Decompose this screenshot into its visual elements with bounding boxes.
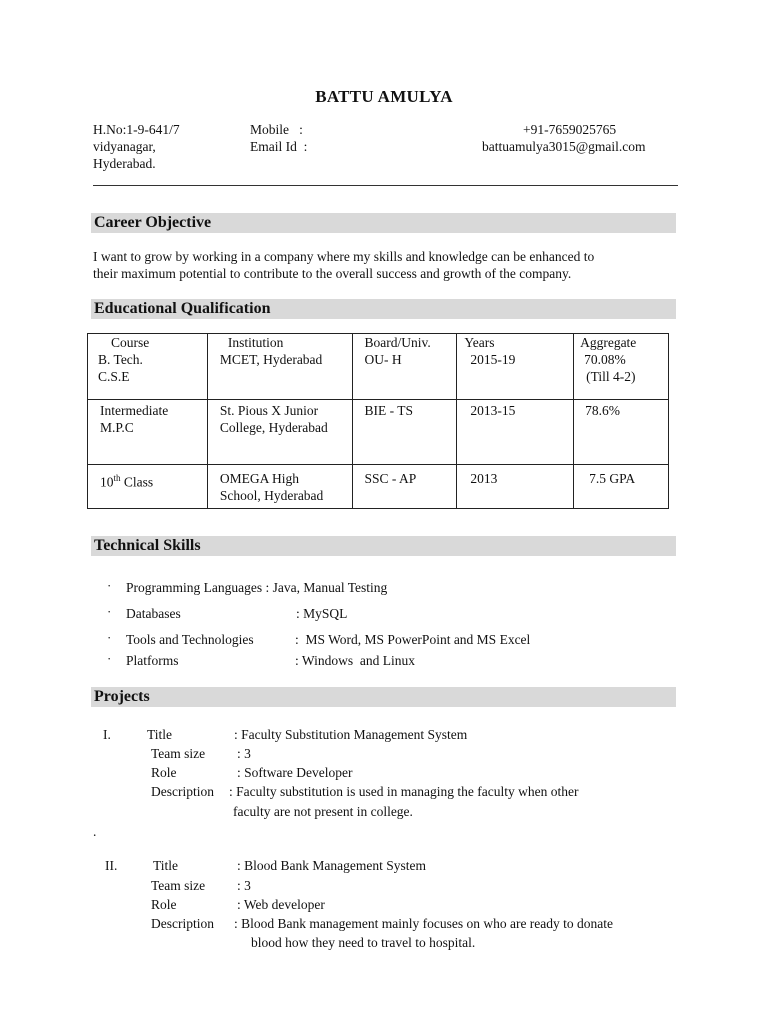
mobile-value: +91-7659025765 <box>523 122 617 137</box>
project-1-team-value: : 3 <box>237 746 251 761</box>
institution-line: MCET, Hyderabad <box>219 352 323 367</box>
skill-tools-value: : MS Word, MS PowerPoint and MS Excel <box>295 632 531 647</box>
career-line-2: their maximum potential to contribute to the overall success and growth of the company. <box>93 266 572 281</box>
section-projects: Projects <box>91 687 676 707</box>
course-line: B. Tech. <box>98 352 143 367</box>
project-2-desc-line-1: : Blood Bank management mainly focuses on who are ready to donate <box>234 916 614 931</box>
address-line-3: Hyderabad. <box>93 156 156 171</box>
cell-institution <box>207 465 352 509</box>
project-1-role-value: : Software Developer <box>237 765 353 780</box>
skill-platforms-value: : Windows and Linux <box>295 653 415 668</box>
years-value: 2013-15 <box>470 403 516 418</box>
cell-years <box>457 334 574 400</box>
project-1-team-label: Team size <box>151 746 206 761</box>
course-sup: th <box>113 473 121 483</box>
project-1-number: I. <box>103 727 111 742</box>
bullet-icon: · <box>107 651 112 666</box>
cell-institution <box>207 400 352 465</box>
mobile-label: Mobile : <box>250 122 303 137</box>
cell-years <box>457 465 574 509</box>
project-2-role-label: Role <box>151 897 177 912</box>
bullet-icon: · <box>107 630 112 645</box>
board-value: OU- H <box>364 352 402 367</box>
course-line: C.S.E <box>98 369 130 384</box>
cell-board <box>352 334 457 400</box>
project-2-desc-label: Description <box>151 916 214 931</box>
bullet-icon: · <box>107 578 112 593</box>
cell-institution <box>207 334 352 400</box>
cell-board <box>352 465 457 509</box>
project-1-role-label: Role <box>151 765 177 780</box>
header-divider <box>93 185 678 186</box>
section-technical-skills: Technical Skills <box>91 536 676 556</box>
project-2-number: II. <box>105 858 118 873</box>
course-num: 10 <box>100 474 114 490</box>
project-1-desc-label: Description <box>151 784 214 799</box>
project-1-desc-line-1: : Faculty substitution is used in managing the faculty when other <box>229 784 579 799</box>
stray-dot: . <box>93 824 97 839</box>
project-2-desc-line-2: blood how they need to travel to hospital. <box>251 935 476 950</box>
skill-programming: Programming Languages : Java, Manual Testing <box>126 580 388 595</box>
skill-platforms-label: Platforms <box>126 653 179 668</box>
cell-aggregate <box>574 465 669 509</box>
career-line-1: I want to grow by working in a company where my skills and knowledge can be enhanced to <box>93 249 595 264</box>
project-2-role-value: : Web developer <box>237 897 325 912</box>
course-line <box>100 470 201 491</box>
project-2-title-value: : Blood Bank Management System <box>237 858 426 873</box>
education-table <box>87 333 669 509</box>
cell-course <box>88 465 208 509</box>
section-career-objective: Career Objective <box>91 213 676 233</box>
project-2-team-label: Team size <box>151 878 206 893</box>
course-line: M.P.C <box>100 420 134 435</box>
header-aggregate: Aggregate <box>580 335 637 350</box>
cell-years <box>457 400 574 465</box>
aggregate-line: 70.08% <box>584 352 626 367</box>
address-line-2: vidyanagar, <box>93 139 156 154</box>
header-years: Years <box>464 335 495 350</box>
address-line-1: H.No:1-9-641/7 <box>93 122 180 137</box>
table-row <box>88 334 669 400</box>
course-rest: Class <box>120 474 154 490</box>
project-2-team-value: : 3 <box>237 878 251 893</box>
board-value: BIE - TS <box>364 403 414 418</box>
institution-line: College, Hyderabad <box>219 420 328 435</box>
table-row <box>88 400 669 465</box>
resume-name: BATTU AMULYA <box>315 87 453 106</box>
institution-line: St. Pious X Junior <box>219 403 319 418</box>
aggregate-line: 78.6% <box>585 403 620 418</box>
cell-aggregate <box>574 334 669 400</box>
cell-course <box>88 334 208 400</box>
header-board: Board/Univ. <box>364 335 431 350</box>
years-value: 2013 <box>470 471 498 486</box>
years-value: 2015-19 <box>470 352 516 367</box>
header-institution: Institution <box>227 335 284 350</box>
email-value: battuamulya3015@gmail.com <box>482 139 646 154</box>
header-course: Course <box>111 335 150 350</box>
institution-line: OMEGA High <box>219 471 299 486</box>
skill-tools-label: Tools and Technologies <box>126 632 254 647</box>
cell-board <box>352 400 457 465</box>
cell-aggregate <box>574 400 669 465</box>
table-row <box>88 465 669 509</box>
board-value: SSC - AP <box>364 471 417 486</box>
aggregate-line: (Till 4-2) <box>586 369 636 384</box>
course-line: Intermediate <box>100 403 169 418</box>
skill-databases-label: Databases <box>126 606 181 621</box>
aggregate-line: 7.5 GPA <box>589 471 636 486</box>
section-educational-qualification: Educational Qualification <box>91 299 676 319</box>
skill-databases-value: : MySQL <box>296 606 348 621</box>
email-label: Email Id : <box>250 139 308 154</box>
institution-line: School, Hyderabad <box>219 488 324 503</box>
project-1-desc-line-2: faculty are not present in college. <box>233 804 413 819</box>
cell-course <box>88 400 208 465</box>
bullet-icon: · <box>107 604 112 619</box>
project-1-title-value: : Faculty Substitution Management System <box>234 727 468 742</box>
project-1-title-label: Title <box>147 727 173 742</box>
project-2-title-label: Title <box>153 858 179 873</box>
